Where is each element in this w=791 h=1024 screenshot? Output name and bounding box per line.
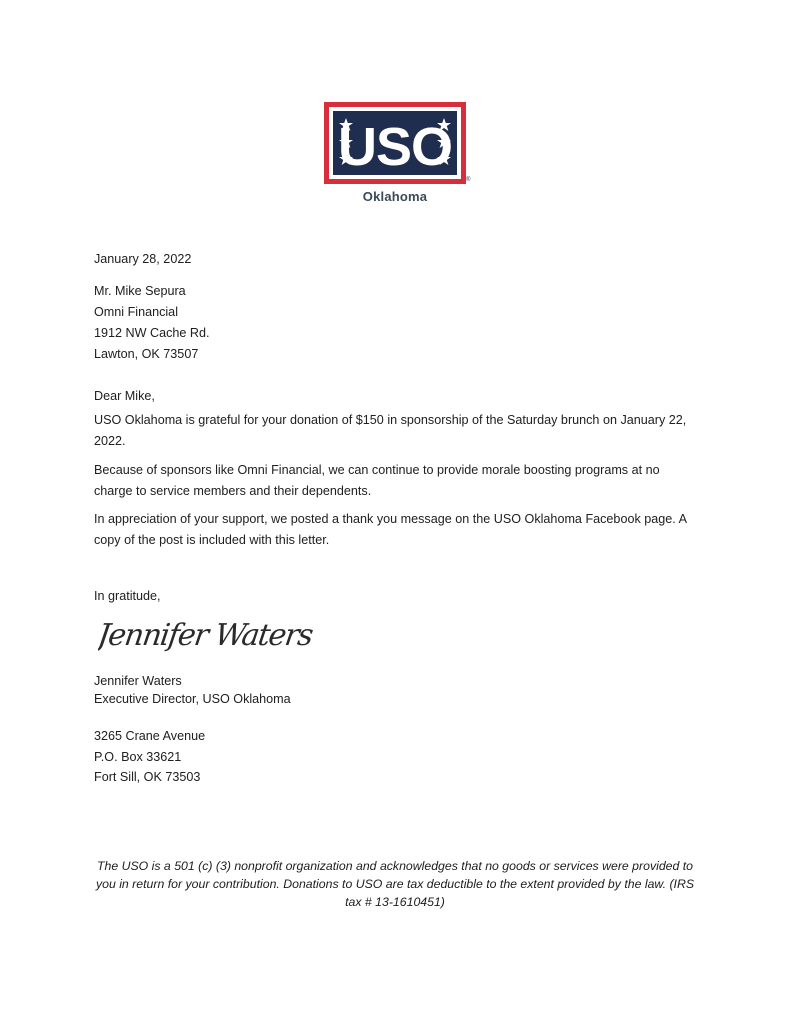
salutation: Dear Mike, [94, 389, 155, 403]
recipient-company: Omni Financial [94, 305, 178, 319]
return-po-box: P.O. Box 33621 [94, 750, 182, 764]
signer-title: Executive Director, USO Oklahoma [94, 692, 291, 706]
return-city: Fort Sill, OK 73503 [94, 770, 201, 784]
return-street: 3265 Crane Avenue [94, 729, 206, 743]
handwritten-signature [98, 607, 318, 667]
svg-text:Jennifer Waters: Jennifer Waters [98, 618, 315, 653]
letter-date: January 28, 2022 [94, 252, 192, 266]
body-paragraph-1: USO Oklahoma is grateful for your donation of $150 in sponsorship of the Saturday brunch on January 22, 2022. [94, 413, 687, 448]
recipient-city: Lawton, OK 73507 [94, 347, 199, 361]
trademark-mark: ® [466, 177, 471, 183]
body-paragraph-3: In appreciation of your support, we posted a thank you message on the USO Oklahoma Facebook page. A copy of the post is included with this letter. [94, 512, 687, 547]
uso-logo [324, 102, 466, 184]
logo-subtitle: Oklahoma [362, 189, 428, 204]
signer-name: Jennifer Waters [94, 674, 182, 688]
svg-text:USO: USO [337, 117, 453, 177]
recipient-name: Mr. Mike Sepura [94, 284, 186, 298]
closing: In gratitude, [94, 589, 161, 603]
uso-logo-graphic [324, 102, 466, 184]
body-paragraph-2: Because of sponsors like Omni Financial, we can continue to provide morale boosting programs at no charge to service members and their dependents. [94, 463, 660, 498]
tax-disclaimer: The USO is a 501 (c) (3) nonprofit organization and acknowledges that no goods or services were provided to you in return for your contribution. Donations to USO are tax deductible to the extent provided by the law. (IRS tax # 13-1610451) [95, 859, 695, 909]
recipient-street: 1912 NW Cache Rd. [94, 326, 210, 340]
